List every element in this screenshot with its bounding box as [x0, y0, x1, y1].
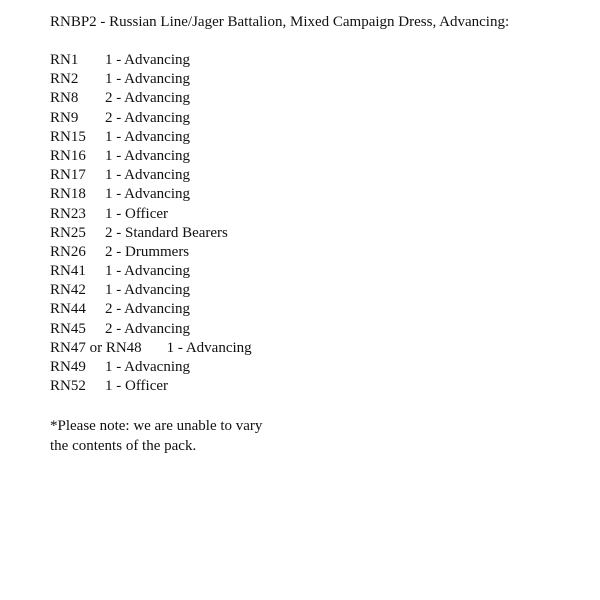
document: [50, 13, 590, 456]
item-code: RN52: [50, 378, 86, 395]
item-description: 2 - Advancing: [105, 320, 190, 337]
list-item: [50, 70, 590, 89]
item-description: 1 - Advancing: [105, 71, 190, 88]
note-line: *Please note: we are unable to vary: [50, 418, 263, 435]
item-code: RN49: [50, 359, 86, 375]
item-description: 2 - Advancing: [105, 109, 190, 126]
item-description: 1 - Officer: [105, 205, 169, 222]
item-description: 1 - Advancing: [105, 186, 190, 203]
pack-contents-list: [50, 51, 590, 396]
list-item: [50, 166, 590, 185]
item-description: 2 - Drummers: [105, 243, 190, 260]
item-code: RN26: [50, 243, 86, 260]
list-item: [50, 262, 590, 281]
item-code: RN47 or RN48: [50, 339, 142, 356]
item-description: 1 - Advancing: [105, 128, 190, 145]
item-description: 1 - Advancing: [105, 167, 190, 184]
item-code: RN44: [50, 301, 86, 318]
item-code: RN9: [50, 109, 79, 126]
list-item: [50, 185, 590, 204]
list-item: [50, 320, 590, 339]
list-item: [50, 358, 590, 377]
item-description: 1 - Advacning: [105, 359, 190, 375]
item-description: 2 - Advancing: [105, 90, 190, 107]
item-description: 2 - Standard Bearers: [105, 224, 228, 241]
item-code: RN45: [50, 320, 86, 337]
list-item: [50, 339, 590, 358]
item-code: RN16: [50, 147, 86, 164]
document-title: RNBP2 - Russian Line/Jager Battalion, Mixed Campaign Dress, Advancing:: [50, 14, 510, 30]
item-code: RN8: [50, 90, 79, 107]
item-description: 2 - Advancing: [105, 301, 190, 318]
item-description: 1 - Officer: [105, 378, 169, 395]
item-code: RN41: [50, 263, 86, 280]
list-item: [50, 51, 590, 70]
list-item: [50, 109, 590, 128]
item-code: RN2: [50, 71, 79, 88]
list-item: [50, 205, 590, 224]
item-code: RN42: [50, 282, 86, 299]
list-item: [50, 147, 590, 166]
item-description: 1 - Advancing: [105, 263, 190, 280]
item-description: 1 - Advancing: [105, 52, 190, 68]
pack-note: [50, 416, 590, 456]
item-description: 1 - Advancing: [105, 282, 190, 299]
item-code: RN15: [50, 128, 86, 145]
item-code: RN25: [50, 224, 86, 241]
list-item: [50, 281, 590, 300]
list-item: [50, 89, 590, 108]
list-item: [50, 243, 590, 262]
item-description: 1 - Advancing: [105, 147, 190, 164]
item-description: 1 - Advancing: [166, 339, 252, 356]
list-item: [50, 377, 590, 396]
item-code: RN17: [50, 167, 86, 184]
list-item: [50, 224, 590, 243]
list-item: [50, 300, 590, 319]
note-line: the contents of the pack.: [50, 438, 197, 455]
item-code: RN23: [50, 205, 86, 222]
item-code: RN1: [50, 52, 79, 68]
list-item: [50, 128, 590, 147]
item-code: RN18: [50, 186, 86, 203]
